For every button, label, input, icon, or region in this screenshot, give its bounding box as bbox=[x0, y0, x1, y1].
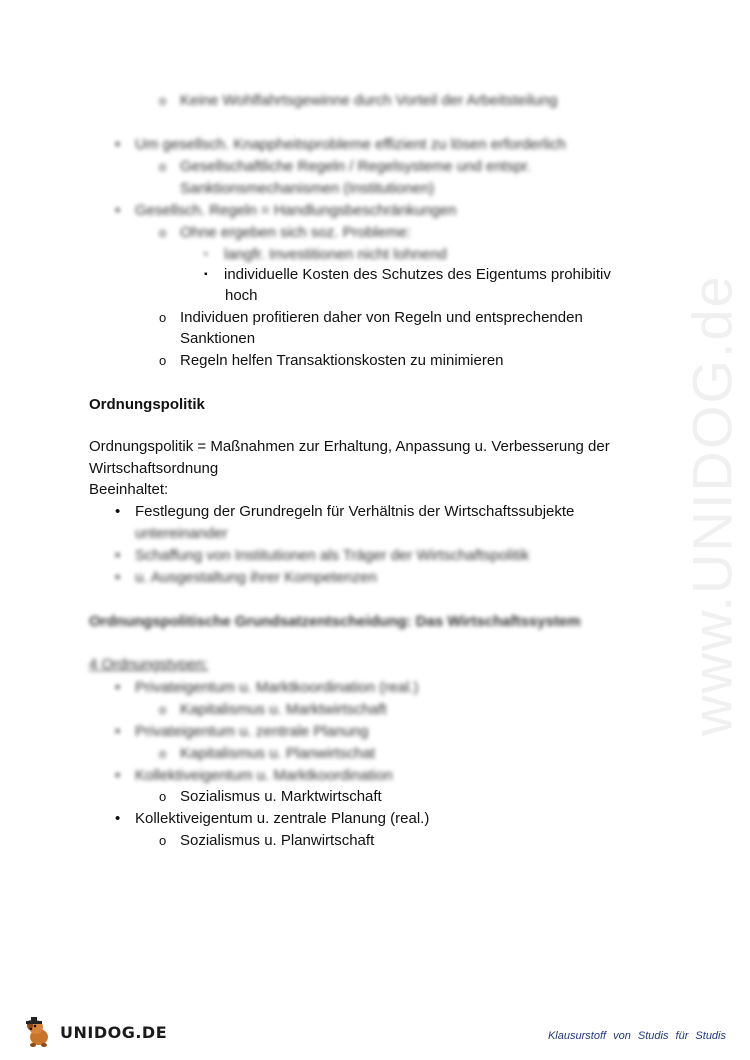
watermark: www.UNIDOG.de bbox=[680, 274, 744, 736]
blurred-heading: Ordnungspolitische Grundsatzentscheidung: Das Wirtschaftssystem bbox=[89, 613, 581, 630]
list-item-text: Kapitalismus u. Planwirtschat bbox=[180, 745, 376, 762]
list-item-text: Gesellschaftliche Regeln / Regelsysteme und entspr. bbox=[180, 158, 532, 175]
bullet-icon: o bbox=[159, 225, 167, 240]
dog-mascot-icon bbox=[22, 1015, 56, 1049]
list-item-text: Kapitalismus u. Marktwirtschaft bbox=[180, 701, 387, 718]
list-item-continuation: hoch bbox=[225, 287, 258, 304]
list-item-text: Regeln helfen Transaktionskosten zu minimieren bbox=[180, 352, 504, 369]
bullet-icon: ▪ bbox=[204, 249, 208, 260]
bullet-icon: • bbox=[115, 202, 121, 219]
list-item-text: Sozialismus u. Marktwirtschaft bbox=[180, 788, 382, 805]
list-item-text: langfr. Investitionen nicht lohnend bbox=[224, 246, 447, 263]
list-item-text: Schaffung von Institutionen als Träger der Wirtschaftspolitik bbox=[135, 547, 530, 564]
square-bullet-icon: ▪ bbox=[204, 269, 208, 280]
bullet-icon: • bbox=[115, 136, 121, 153]
list-item-text: Kollektiveigentum u. zentrale Planung (real.) bbox=[135, 810, 430, 827]
circle-bullet-icon: o bbox=[159, 310, 167, 325]
bullet-icon: o bbox=[159, 93, 167, 108]
footer-logo bbox=[22, 1014, 167, 1050]
definition-text: Ordnungspolitik = Maßnahmen zur Erhaltung, Anpassung u. Verbesserung der bbox=[89, 438, 610, 455]
list-item-continuation: Sanktionen bbox=[180, 330, 256, 347]
bullet-icon: • bbox=[115, 503, 121, 520]
list-item-text: individuelle Kosten des Schutzes des Eigentums prohibitiv bbox=[224, 266, 611, 283]
definition-text: Wirtschaftsordnung bbox=[89, 460, 219, 477]
blurred-list-item-continuation: Sanktionsmechanismen (Institutionen) bbox=[180, 180, 435, 197]
list-item-text: Ohne ergeben sich soz. Probleme: bbox=[180, 224, 411, 241]
bullet-icon: • bbox=[115, 723, 121, 740]
circle-bullet-icon: o bbox=[159, 353, 167, 368]
footer-tagline: Klausurstoff von Studis für Studis bbox=[547, 1030, 726, 1042]
list-item-text: Individuen profitieren daher von Regeln und entsprechenden bbox=[180, 309, 583, 326]
list-item-text: Sozialismus u. Planwirtschaft bbox=[180, 832, 375, 849]
bullet-icon: • bbox=[115, 569, 121, 586]
list-item-text: Privateigentum u. zentrale Planung bbox=[135, 723, 369, 740]
list-item-text: Gesellsch. Regeln = Handlungsbeschränkungen bbox=[135, 202, 457, 219]
list-item-text: Privateigentum u. Marktkoordination (real.) bbox=[135, 679, 419, 696]
bullet-icon: o bbox=[159, 746, 167, 761]
includes-label: Beeinhaltet: bbox=[89, 481, 169, 498]
section-heading: Ordnungspolitik bbox=[89, 396, 205, 413]
bullet-icon: • bbox=[115, 767, 121, 784]
bullet-icon: o bbox=[159, 159, 167, 174]
bullet-icon: • bbox=[115, 810, 121, 827]
bullet-icon: • bbox=[115, 679, 121, 696]
list-item-text: Festlegung der Grundregeln für Verhältnis der Wirtschaftssubjekte bbox=[135, 503, 575, 520]
circle-bullet-icon: o bbox=[159, 833, 167, 848]
logo-text: UNIDOG.DE bbox=[60, 1022, 168, 1042]
list-item-text: Kollektiveigentum u. Marktkoordination bbox=[135, 767, 393, 784]
circle-bullet-icon: o bbox=[159, 789, 167, 804]
list-item-text: Um gesellsch. Knappheitsprobleme effizient zu lösen erforderlich bbox=[135, 136, 566, 153]
bullet-icon: o bbox=[159, 702, 167, 717]
list-item-text: u. Ausgestaltung ihrer Kompetenzen bbox=[135, 569, 377, 586]
blurred-list-item-continuation: untereinander bbox=[135, 525, 228, 542]
blurred-subheading: 4 Ordnungstypen: bbox=[89, 656, 209, 673]
bullet-icon: • bbox=[115, 547, 121, 564]
list-item-text: Keine Wohlfahrtsgewinne durch Vorteil der Arbeitsteilung bbox=[180, 92, 558, 109]
